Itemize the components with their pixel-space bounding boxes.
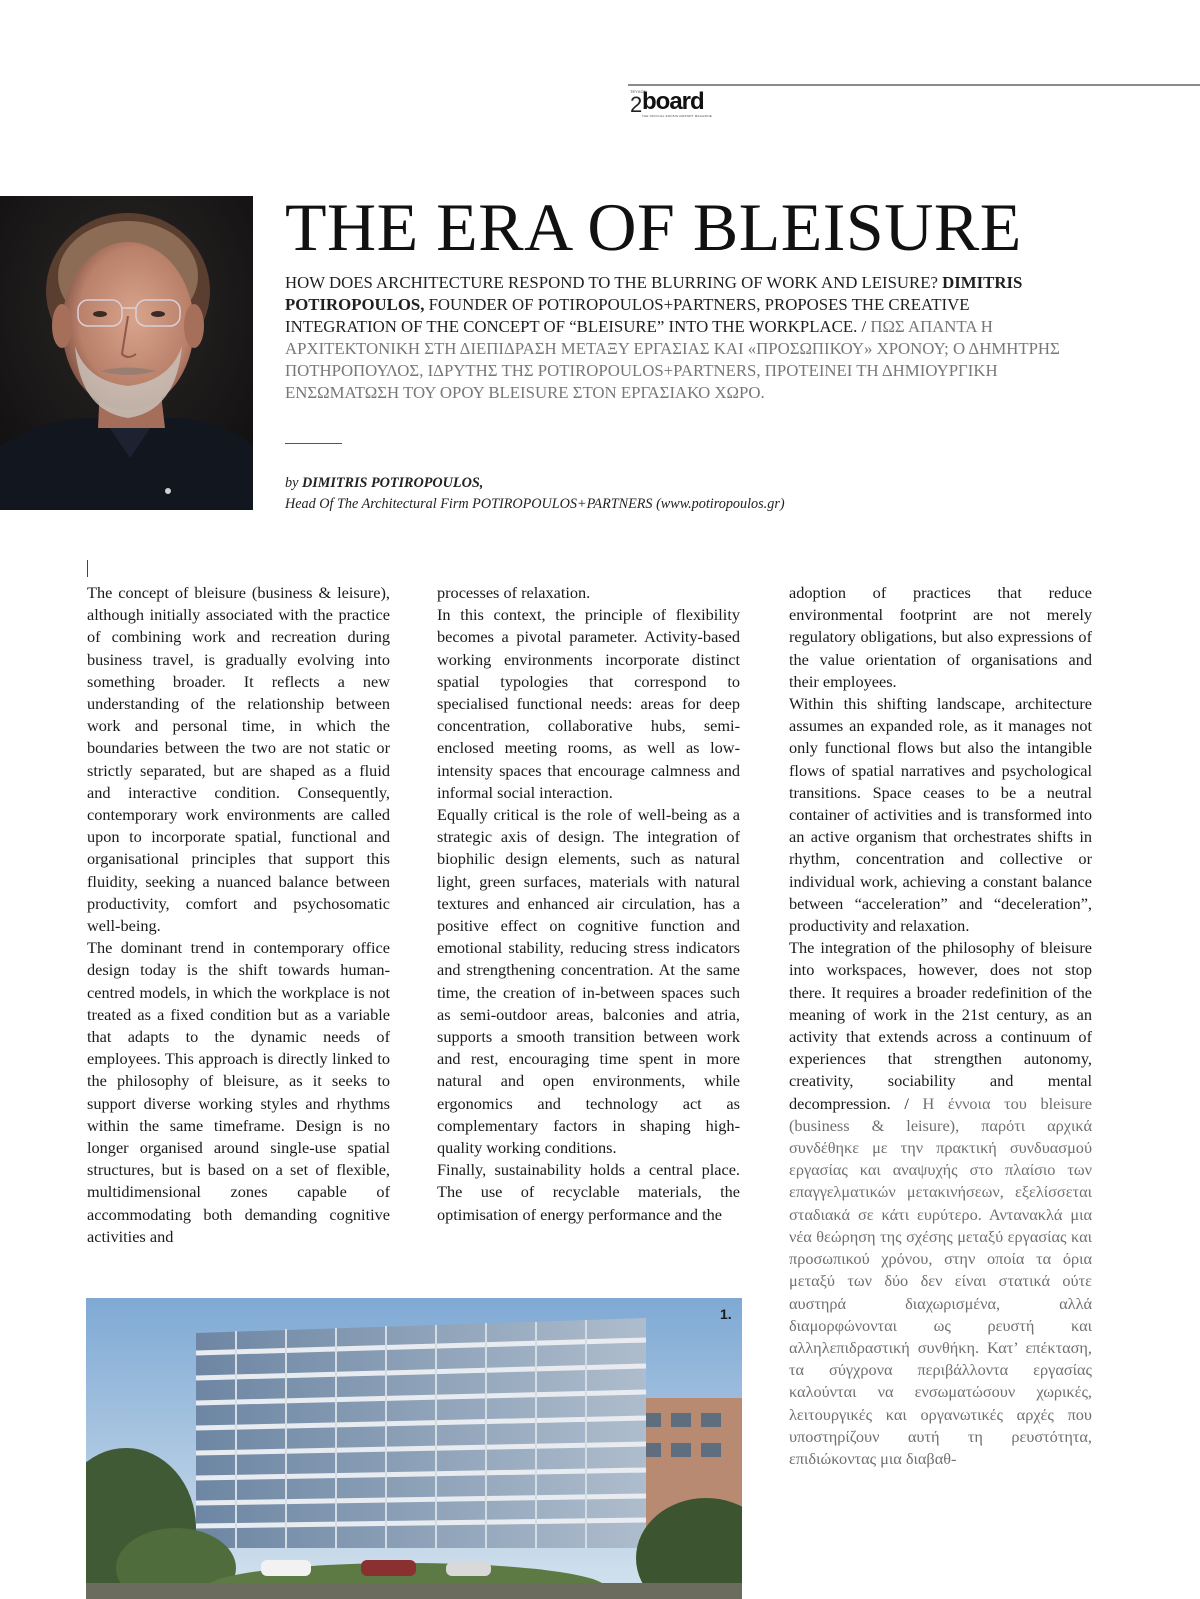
col3-greek-text: Η έννοια του bleisure (business & leisure), παρότι αρχικά συνδέθηκε με την πρακτική συνδυασμού εργασίας και αναψυχής στο πλαίσιο των επαγγελματικών μετακινήσεων, εξελίσσεται σταδιακά σε κάτι ευρύτερο. Αντανακλά μια νέα θεώρηση της σχέσης μεταξύ εργασίας και προσωπικού χρόνου, στην οποία τα όρια μεταξύ των δύο δεν είναι στατικά ούτε αυστηρά διαχωρισμένα, αλλά διαμορφώνονται ως ρευστή και αλληλεπιδραστική συνθήκη. Κατ’ επέκταση, τα σύγχρονα περιβάλλοντα εργασίας καλούνται να ενσωματώσουν χωρικές, λειτουργικές και οργανωτικές αρχές που υποστηρίζουν αυτή τη ρευστότητα, επιδιώκοντας μια διαβαθ- bbox=[789, 1093, 1092, 1468]
author-portrait bbox=[0, 196, 253, 510]
col3-english-end: The integration of the philosophy of bleisure into workspaces, however, does not stop there. It requires a broader redefinition of the meaning of work in the 21st century, as an activity that extends across a continuum of experiences that strengthen autonomy, creativity, sociability and mental decompression. / bbox=[789, 938, 1092, 1113]
col2-paragraph-1: processes of relaxation. bbox=[437, 583, 591, 602]
col2-paragraph-2: In this context, the principle of flexibility becomes a pivotal parameter. Activity-based working environments incorporate distinct spatial typologies that correspond to specialised functional needs: areas for deep concentration, collaborative hubs, semi-enclosed meeting rooms, as well as low-intensity spaces that encourage calmness and informal social interaction. bbox=[437, 605, 740, 802]
logo-word: board bbox=[642, 88, 704, 115]
byline-prefix: by bbox=[285, 475, 302, 491]
logo-number: 2 bbox=[630, 92, 642, 117]
body-column-1 bbox=[87, 582, 390, 1248]
magazine-logo bbox=[630, 88, 730, 120]
standfirst-greek: ΠΩΣ ΑΠΑΝΤΑ Η ΑΡΧΙΤΕΚΤΟΝΙΚΗ ΣΤΗ ΔΙΕΠΙΔΡΑΣΗ ΜΕΤΑΞΥ ΕΡΓΑΣΙΑΣ ΚΑΙ «ΠΡΟΣΩΠΙΚΟΥ» ΧΡΟΝΟΥ; Ο ΔΗΜΗΤΡΗΣ ΠΟΤΗΡΟΠΟΥΛΟΣ, ΙΔΡΥΤΗΣ ΤΗΣ POTIROPOULOS+PARTNERS, ΠΡΟΤΕΙΝΕΙ ΤΗ ΔΗΜΙΟΥΡΓΙΚΗ ΕΝΣΩΜΑΤΩΣΗ ΤΟΥ ΟΡΟΥ BLEISURE ΣΤΟΝ ΕΡΓΑΣΙΑΚΟ ΧΩΡΟ. bbox=[285, 317, 1060, 402]
col2-paragraph-4: Finally, sustainability holds a central place. The use of recyclable materials, the optimisation of energy performance and the bbox=[437, 1160, 740, 1224]
standfirst-author-name: DIMITRIS POTIROPOULOS, bbox=[285, 273, 1023, 314]
article-standfirst bbox=[285, 272, 1085, 404]
byline bbox=[285, 473, 785, 515]
byline-author: DIMITRIS POTIROPOULOS, bbox=[301, 475, 484, 491]
byline-divider bbox=[285, 443, 342, 444]
col3-paragraph-3 bbox=[789, 937, 1092, 1470]
body-column-2 bbox=[437, 582, 740, 1226]
byline-role: Head Of The Architectural Firm POTIROPOULOS+PARTNERS (www.potiropoulos.gr) bbox=[285, 496, 785, 512]
logo-tagline: THE OFFICIAL ENOSIS AIRPORT MAGAZINE bbox=[642, 114, 712, 118]
col1-paragraph-1: The concept of bleisure (business & leisure), although initially associated with the practice of combining work and recreation during business travel, is gradually evolving into something broader. It reflects a new understanding of the relationship between work and personal time, in which the boundaries between the two are not static or strictly separated, but are shaped as a fluid and interactive condition. Consequently, contemporary work environments are called upon to incorporate spatial, functional and organisational principles that support this fluidity, seeking a nuanced balance between productivity, comfort and psychosomatic well-being. bbox=[87, 583, 390, 936]
standfirst-lead: HOW DOES ARCHITECTURE RESPOND TO THE BLURRING OF WORK AND LEISURE? bbox=[285, 273, 943, 292]
col2-paragraph-3: Equally critical is the role of well-being as a strategic axis of design. The integration of biophilic design elements, such as natural light, green surfaces, materials with natural textures and enhanced air circulation, has a positive effect on cognitive function and emotional stability, reducing stress indicators and strengthening concentration. At the same time, the creation of in-between spaces such as semi-outdoor areas, balconies and atria, supports a smooth transition between work and rest, encouraging time spent in more natural and open environments, while ergonomics and technology act as complementary factors in shaping high-quality working conditions. bbox=[437, 805, 740, 1158]
photo-number: 1. bbox=[720, 1306, 732, 1322]
col1-paragraph-2: The dominant trend in contemporary office design today is the shift towards human-centred models, in which the workplace is not treated as a fixed condition but as a variable that adapts to the dynamic needs of employees. This approach is directly linked to the philosophy of bleisure, as it seeks to support diverse working styles and rhythms within the same timeframe. Design is no longer organised around single-use spatial structures, but is based on a set of flexible, multidimensional zones capable of accommodating both demanding cognitive activities and bbox=[87, 938, 390, 1246]
byline-author-line bbox=[285, 473, 785, 494]
logo-issue-label: ΤΕΥΧΟΣ bbox=[630, 89, 647, 94]
standfirst-rest: FOUNDER OF POTIROPOULOS+PARTNERS, PROPOSES THE CREATIVE INTEGRATION OF THE CONCEPT OF “BLEISURE” INTO THE WORKPLACE. / bbox=[285, 295, 970, 336]
col3-paragraph-2: Within this shifting landscape, architecture assumes an expanded role, as it manages not only functional flows but also the intangible flows of spatial narratives and psychological transitions. Space ceases to be a neutral container of activities and is transformed into an active organism that orchestrates shifts in rhythm, concentration and collective or individual work, achieving a constant balance between “acceleration” and “deceleration”, productivity and relaxation. bbox=[789, 694, 1092, 936]
text-cursor-mark bbox=[87, 560, 88, 577]
col3-paragraph-1: adoption of practices that reduce environmental footprint are not merely regulatory obligations, but also expressions of the value orientation of organisations and their employees. bbox=[789, 583, 1092, 691]
header-rule bbox=[628, 84, 1200, 86]
building-photo bbox=[86, 1298, 742, 1599]
body-column-3 bbox=[789, 582, 1092, 1470]
article-title: THE ERA OF BLEISURE bbox=[285, 189, 1022, 265]
